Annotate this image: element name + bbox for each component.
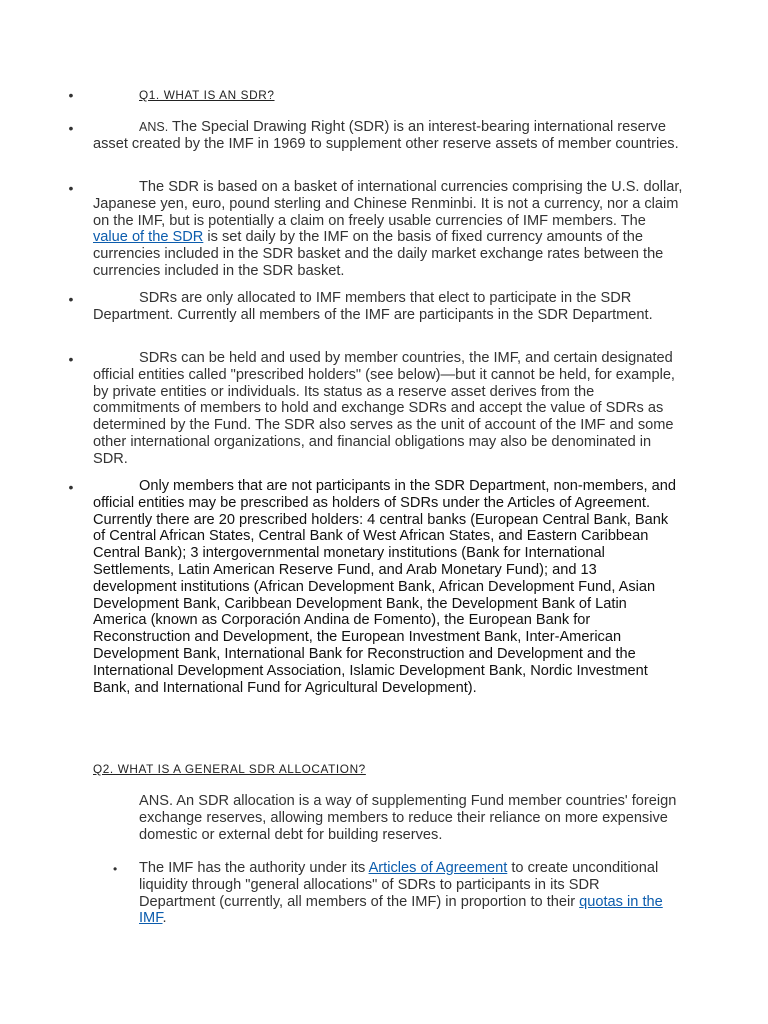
sdr-allocation-paragraph bbox=[93, 290, 683, 324]
bullet: • bbox=[68, 479, 74, 495]
articles-of-agreement-link[interactable]: Articles of Agreement bbox=[368, 860, 508, 876]
q2-answer-paragraph: ANS. An SDR allocation is a way of supplementing Fund member countries' foreign exchange reserves, allowing members to reduce their reliance on more expensive domestic or external debt for building reserves. bbox=[139, 793, 677, 843]
prescribed-holders-paragraph bbox=[93, 478, 683, 696]
bullet: • bbox=[68, 351, 74, 367]
q1-p1-text: The Special Drawing Right (SDR) is an interest-bearing international reserve asset created by the IMF in 1969 to supplement other reserve assets of member countries. bbox=[93, 119, 679, 152]
bullet: • bbox=[68, 180, 74, 196]
q1-heading: Q1. WHAT IS AN SDR? bbox=[139, 88, 275, 102]
imf-authority-list-item bbox=[139, 860, 679, 927]
sub-bullet: • bbox=[113, 862, 118, 876]
value-of-sdr-link[interactable]: value of the SDR bbox=[93, 229, 204, 246]
item-text-end: . bbox=[162, 910, 167, 927]
p5-text: Only members that are not participants in the SDR Department, non-members, and official entities may be prescribed as holders of SDRs under the Articles of Agreement. Currently there are 20 prescribed holders: 4 central banks (European Central Bank, Bank of Central African States, Central Bank of West African States, and Eastern Caribbean Central Bank); 3 intergovernmental monetary institutions (Bank for International Settlements, Latin American Reserve Fund, and Arab Monetary Fund); and 13 development institutions (African Development Bank, African Development Fund, Asian Development Bank, Caribbean Development Bank, the Development Bank of Latin America (known as Corporación Andina de Fomento), the European Bank for Reconstruction and Development, the European Investment Bank, Inter-American Development Bank, International Bank for Reconstruction and Development and the International Development Association, Islamic Development Bank, Nordic Investment Bank, and International Fund for Agricultural Development). bbox=[93, 478, 676, 696]
ans-label: ANS. bbox=[139, 120, 169, 134]
sdr-holders-paragraph bbox=[93, 350, 683, 468]
p3-text: SDRs are only allocated to IMF members that elect to participate in the SDR Department. Currently all members of the IMF are participants in the SDR Department. bbox=[93, 290, 653, 323]
quotas-in-imf-link[interactable]: quotas in the IMF bbox=[139, 893, 663, 927]
p2-text-after: is set daily by the IMF on the basis of fixed currency amounts of the currencies included in the SDR basket and the daily market exchange rates between the currencies included in the SDR basket. bbox=[93, 229, 664, 279]
bullet: • bbox=[68, 291, 74, 307]
item-text-middle: to create unconditional liquidity through "general allocations" of SDRs to participants in its SDR Department (currently, all members of the IMF) in proportion to their bbox=[139, 860, 659, 910]
q2-heading: Q2. WHAT IS A GENERAL SDR ALLOCATION? bbox=[93, 762, 366, 776]
p2-text-before: The SDR is based on a basket of international currencies comprising the U.S. dollar, Japanese yen, euro, pound sterling and Chinese Renminbi. It is not a currency, nor a claim on the IMF, but is potentially a claim on freely usable currencies of IMF members. The bbox=[93, 179, 683, 229]
p4-text: SDRs can be held and used by member countries, the IMF, and certain designated official entities called "prescribed holders" (see below)—but it cannot be held, for example, by private entities or individuals. Its status as a reserve asset derives from the commitments of members to hold and exchange SDRs and accept the value of SDRs as determined by the Fund. The SDR also serves as the unit of account of the IMF and some other international organizations, and financial obligations may also be denominated in SDR. bbox=[93, 350, 675, 467]
q1-answer-paragraph bbox=[93, 119, 683, 153]
bullet: • bbox=[68, 87, 74, 103]
bullet: • bbox=[68, 120, 74, 136]
item-text-before: The IMF has the authority under its bbox=[139, 860, 366, 876]
sdr-basket-paragraph bbox=[93, 179, 683, 280]
